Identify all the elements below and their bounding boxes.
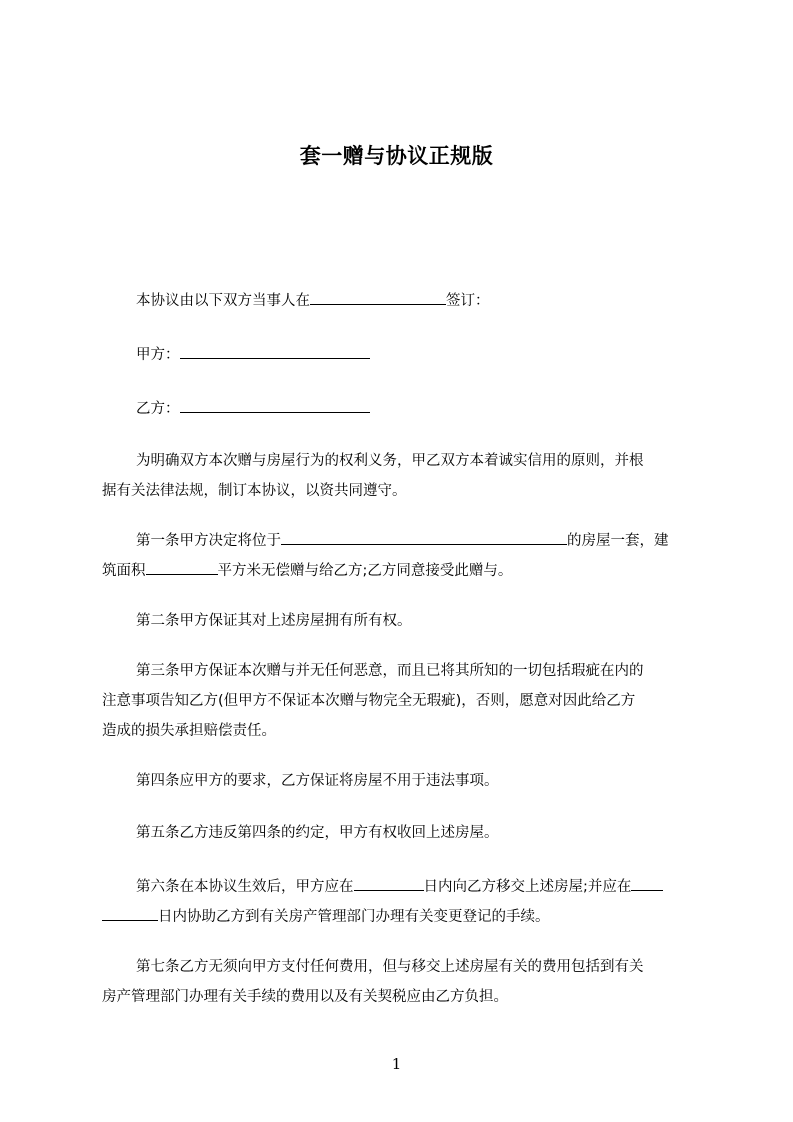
article-6-part-1: 第六条在本协议生效后，甲方应在 [136,879,354,895]
page-number: 1 [391,1055,402,1073]
article-1-part-2: 的房屋一套，建 [567,533,669,549]
article-3-line-3: 造成的损失承担赔偿责任。 [102,723,276,739]
purpose-line-1: 为明确双方本次赠与房屋行为的权利义务，甲乙双方本着诚实信用的原则，并根 [136,453,644,469]
article-1-part-1: 第一条甲方决定将位于 [136,533,281,549]
floor-area-blank [146,559,218,575]
article-6-part-3: 日内协助乙方到有关房产管理部门办理有关变更登记的手续。 [158,909,550,925]
intro-text-after: 签订： [446,293,490,309]
article-2 [102,606,702,636]
intro-paragraph [102,286,702,316]
handover-days-blank [354,875,424,891]
article-6 [102,872,702,932]
article-1-part-3: 筑面积 [102,563,146,579]
registration-days-blank-end [102,905,158,921]
party-b-label: 乙方： [136,401,180,417]
article-4-text: 第四条应甲方的要求，乙方保证将房屋不用于违法事项。 [136,773,499,789]
party-a-blank [180,343,370,359]
party-a-label: 甲方： [136,347,180,363]
purpose-paragraph [102,446,702,506]
article-6-part-2: 日内向乙方移交上述房屋;并应在 [423,879,632,895]
property-location-blank [281,529,567,545]
article-2-text: 第二条甲方保证其对上述房屋拥有所有权。 [136,613,412,629]
document-title: 套一赠与协议正规版 [299,144,494,168]
article-1-part-4: 平方米无偿赠与给乙方;乙方同意接受此赠与。 [217,563,513,579]
article-3-line-1: 第三条甲方保证本次赠与并无任何恶意，而且已将其所知的一切包括瑕疵在内的 [136,663,644,679]
signing-place-blank [310,289,446,305]
purpose-line-2: 据有关法律法规，制订本协议，以资共同遵守。 [102,483,407,499]
article-3-line-2: 注意事项告知乙方(但甲方不保证本次赠与物完全无瑕疵)，否则，愿意对因此给乙方 [102,693,636,709]
article-7-line-1: 第七条乙方无须向甲方支付任何费用，但与移交上述房屋有关的费用包括到有关 [136,959,644,975]
article-4 [102,766,702,796]
article-5 [102,818,702,848]
party-b-line [102,394,702,424]
party-a-line [102,340,702,370]
party-b-blank [180,397,370,413]
article-3 [102,656,702,746]
article-7-line-2: 房产管理部门办理有关手续的费用以及有关契税应由乙方负担。 [102,989,508,1005]
article-7 [102,952,702,1012]
registration-days-blank-start [631,875,663,891]
intro-text-before: 本协议由以下双方当事人在 [136,293,310,309]
article-5-text: 第五条乙方违反第四条的约定，甲方有权收回上述房屋。 [136,825,499,841]
article-1 [102,526,702,586]
